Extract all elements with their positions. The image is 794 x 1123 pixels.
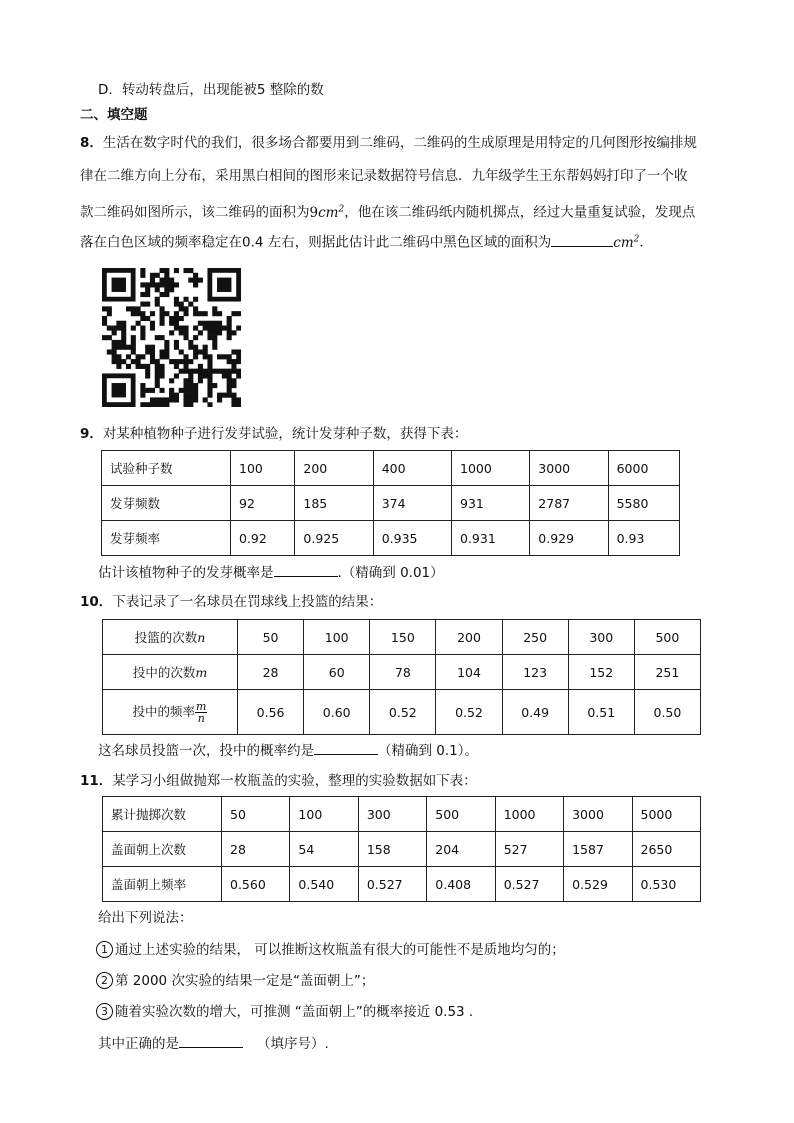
table-cell: 0.93	[608, 521, 679, 556]
table-row	[103, 655, 701, 690]
q9-answer-blank[interactable]	[274, 562, 338, 577]
table-cell: 200	[295, 451, 373, 486]
q10-answer-text: 这名球员投篮一次，投中的概率约是	[98, 743, 314, 759]
q11-fill-note: （填序号）.	[257, 1036, 329, 1052]
table-cell: 100	[304, 620, 370, 655]
section-title: 二、填空题	[80, 107, 148, 123]
table-row	[102, 451, 680, 486]
table-row	[103, 832, 701, 867]
q11-stem-text: 某学习小组做抛郑一枚瓶盖的实验，整理的实验数据如下表：	[112, 773, 477, 789]
table-row	[103, 797, 701, 832]
table-cell: 28	[222, 832, 290, 867]
table-cell: 50	[222, 797, 290, 832]
q10-table	[102, 619, 701, 735]
table-header-cell: 发芽频数	[102, 486, 231, 521]
table-cell: 0.925	[295, 521, 373, 556]
q8-number: 8．	[80, 135, 103, 151]
table-cell: 0.527	[358, 867, 426, 902]
option-d: D．转动转盘后，出现能被5 整除的数	[98, 82, 324, 98]
circled-number-1: 1	[96, 941, 113, 958]
q11-intro: 给出下列说法：	[98, 910, 193, 926]
table-cell: 0.51	[568, 690, 634, 735]
table-cell: 200	[436, 620, 502, 655]
circled-number-2: 2	[96, 972, 113, 989]
table-cell: 0.935	[373, 521, 451, 556]
fraction-m-over-n: $\frac{m}{n}$	[196, 699, 207, 725]
table-cell: 0.92	[231, 521, 295, 556]
q10-stem-text: 下表记录了一名球员在罚球线上投篮的结果：	[112, 594, 383, 610]
table-cell: 54	[290, 832, 358, 867]
q8-line-2: 律在二维方向上分布，采用黑白相间的图形来记录数据符号信息．九年级学生王东帮妈妈打印了一个收	[80, 168, 688, 184]
table-cell: 1000	[452, 451, 530, 486]
q8-area-value: $9cm^2$	[309, 204, 345, 221]
table-cell: 931	[452, 486, 530, 521]
table-cell: 123	[502, 655, 568, 690]
table-cell: 5580	[608, 486, 679, 521]
q11-number: 11．	[80, 773, 113, 789]
q9-table	[101, 450, 680, 556]
table-cell: 投中的频率 $\frac{m}{n}$	[103, 690, 238, 735]
table-cell: 374	[373, 486, 451, 521]
q8-line-1	[80, 133, 697, 153]
table-row	[103, 690, 701, 735]
table-cell: 50	[238, 620, 304, 655]
table-cell: 0.527	[495, 867, 563, 902]
table-cell: 0.52	[436, 690, 502, 735]
q9-precision-note: .（精确到 0.01）	[337, 565, 444, 581]
table-cell: 300	[358, 797, 426, 832]
table-cell: 0.931	[452, 521, 530, 556]
q8-unit: $cm^2$	[613, 234, 640, 251]
table-cell: 0.530	[632, 867, 700, 902]
table-cell: 3000	[564, 797, 632, 832]
qr-code-image	[102, 268, 241, 407]
q8-line-4: 落在白色区域的频率稳定在0.4 左右，则据此估计此二维码中黑色区域的面积为 $cm^2$．	[80, 229, 653, 253]
q8-text-3b: ，他在该二维码纸内随机掷点，经过大量重复试验，发现点	[344, 204, 696, 221]
table-row	[102, 486, 680, 521]
q8-text-3a: 款二维码如图所示，该二维码的面积为	[80, 204, 310, 221]
table-cell: 500	[427, 797, 495, 832]
table-cell: 0.56	[238, 690, 304, 735]
table-cell: 0.540	[290, 867, 358, 902]
q11-statement-3: 3 随着实验次数的增大，可推测 “盖面朝上”的概率接近 0.53 .	[96, 1002, 473, 1022]
q10-answer-blank[interactable]	[314, 740, 378, 755]
q9-stem-text: 对某种植物种子进行发芽试验，统计发芽种子数，获得下表：	[102, 426, 468, 442]
q9-number: 9．	[80, 426, 103, 442]
q11-statement-2: 2 第 2000 次实验的结果一定是“盖面朝上”；	[96, 971, 374, 991]
table-cell: 3000	[530, 451, 608, 486]
q10-precision-note: （精确到 0.1）。	[378, 743, 479, 759]
table-row	[102, 521, 680, 556]
q10-number: 10．	[80, 594, 113, 610]
table-cell: 0.50	[634, 690, 700, 735]
q8-line-3	[80, 199, 695, 223]
table-cell: 1000	[495, 797, 563, 832]
table-cell: 100	[290, 797, 358, 832]
table-row	[103, 867, 701, 902]
table-cell: 28	[238, 655, 304, 690]
table-cell: 0.529	[564, 867, 632, 902]
q11-statement-1: 1 通过上述实验的结果， 可以推断这枚瓶盖有很大的可能性不是质地均匀的；	[96, 940, 565, 960]
table-cell: 5000	[632, 797, 700, 832]
table-cell: 250	[502, 620, 568, 655]
q10-answer-line	[98, 740, 478, 761]
q11-table	[102, 796, 701, 902]
table-header-cell: 试验种子数	[102, 451, 231, 486]
table-cell: 158	[358, 832, 426, 867]
table-row	[103, 620, 701, 655]
table-cell: 0.929	[530, 521, 608, 556]
q10-stem	[80, 592, 382, 612]
table-cell: 60	[304, 655, 370, 690]
table-cell: 0.52	[370, 690, 436, 735]
table-cell: 0.60	[304, 690, 370, 735]
table-cell: 0.408	[427, 867, 495, 902]
table-cell: 1587	[564, 832, 632, 867]
q8-text-1: 生活在数字时代的我们，很多场合都要用到二维码，二维码的生成原理是用特定的几何图形按编排规	[102, 135, 697, 151]
q11-answer-text: 其中正确的是	[98, 1036, 179, 1052]
table-cell: 300	[568, 620, 634, 655]
table-cell: 150	[370, 620, 436, 655]
q11-answer-blank[interactable]	[179, 1033, 243, 1048]
table-header-cell: 累计抛掷次数	[103, 797, 222, 832]
q8-answer-blank[interactable]	[551, 232, 613, 247]
table-cell: 100	[231, 451, 295, 486]
circled-number-3: 3	[96, 1003, 113, 1020]
q11-answer-line	[98, 1033, 329, 1054]
table-cell: 204	[427, 832, 495, 867]
table-cell: 104	[436, 655, 502, 690]
q9-answer-text: 估计该植物种子的发芽概率是	[98, 565, 274, 581]
table-cell: 0.560	[222, 867, 290, 902]
table-header-cell: 发芽频率	[102, 521, 231, 556]
table-cell: 500	[634, 620, 700, 655]
q11-stem	[80, 771, 477, 791]
table-cell: 投中的次数m	[103, 655, 238, 690]
q9-answer-line	[98, 562, 444, 583]
table-cell: 0.49	[502, 690, 568, 735]
table-header-cell: 盖面朝上次数	[103, 832, 222, 867]
table-cell: 78	[370, 655, 436, 690]
table-cell: 251	[634, 655, 700, 690]
table-cell: 152	[568, 655, 634, 690]
table-cell: 投篮的次数n	[103, 620, 238, 655]
table-cell: 2650	[632, 832, 700, 867]
table-cell: 92	[231, 486, 295, 521]
table-cell: 185	[295, 486, 373, 521]
q8-text-4: 落在白色区域的频率稳定在0.4 左右，则据此估计此二维码中黑色区域的面积为	[80, 234, 552, 251]
table-header-cell: 盖面朝上频率	[103, 867, 222, 902]
table-cell: 400	[373, 451, 451, 486]
table-cell: 2787	[530, 486, 608, 521]
table-cell: 527	[495, 832, 563, 867]
table-cell: 6000	[608, 451, 679, 486]
q9-stem	[80, 424, 467, 444]
